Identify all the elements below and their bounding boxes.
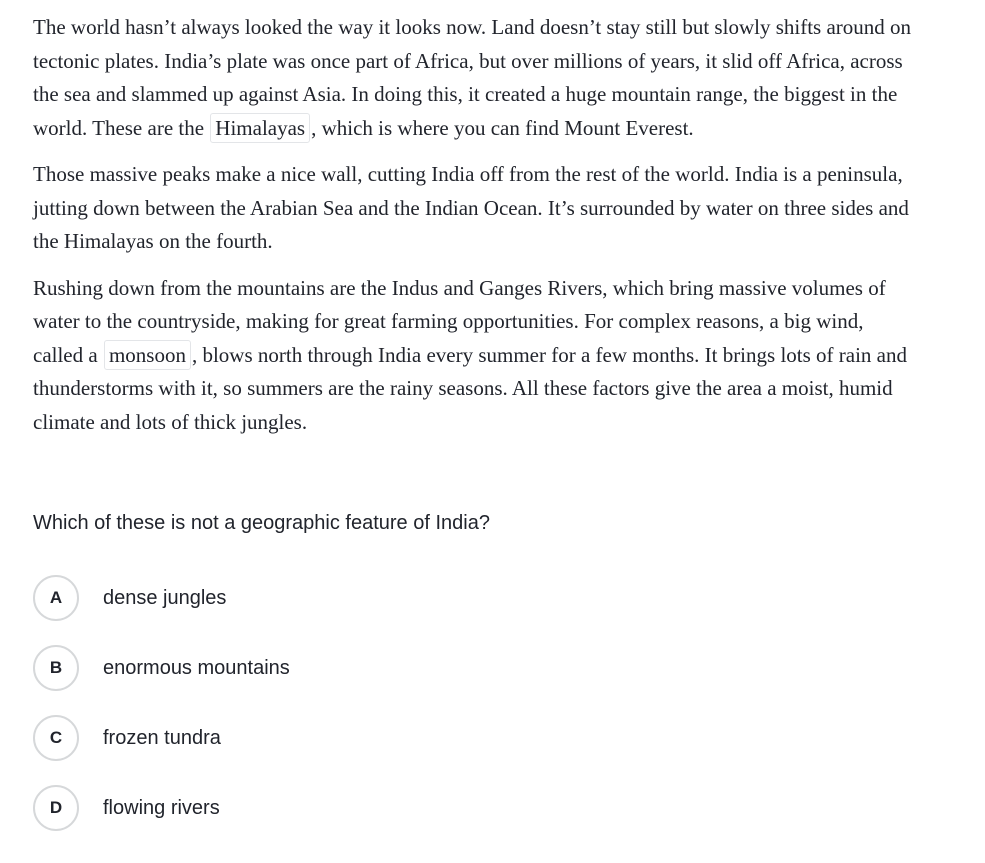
choice-c[interactable] [33, 713, 290, 763]
reading-passage [33, 11, 913, 452]
passage-paragraph-2: Those massive peaks make a nice wall, cutting India off from the rest of the world. India is a peninsula, jutting down between the Arabian Sea and the Indian Ocean. It’s surrounded by water on three sides and the Himalayas on the fourth. [33, 162, 909, 253]
passage-text: The world hasn’t always looked the way it looks now. Land doesn’t stay still but slowly shifts around on tectonic plates. India’s plate was once part of Africa, but over millions of years, it slid off Africa, across the sea and slammed up against Asia. In doing this, it created a huge mountain range, the biggest in the world. These are the [33, 15, 912, 140]
passage-text: Rushing down from the mountains are the Indus and Ganges Rivers, which bring massive volumes of water to the countryside, making for great farming opportunities. For complex reasons, a big wind, called a [33, 275, 886, 367]
passage-text: , blows north through India every summer for a few months. It brings lots of rain and thunderstorms with it, so summers are the rainy seasons. All these factors give the area a moist, humid climate and lots of thick jungles. [33, 342, 907, 434]
answer-choices [33, 573, 290, 853]
passage-paragraph-3 [33, 272, 913, 440]
choice-text-c[interactable]: frozen tundra [103, 726, 221, 749]
choice-letter-c[interactable]: C [33, 715, 79, 761]
question-prompt: Which of these is not a geographic feature of India? [33, 512, 490, 534]
choice-b[interactable] [33, 643, 290, 693]
glossary-term-monsoon[interactable]: monsoon [104, 340, 191, 370]
choice-letter-a[interactable]: A [33, 575, 79, 621]
choice-text-d[interactable]: flowing rivers [103, 796, 220, 819]
choice-text-b[interactable]: enormous mountains [103, 656, 290, 679]
glossary-term-himalayas[interactable]: Himalayas [210, 113, 310, 143]
choice-text-a[interactable]: dense jungles [103, 586, 227, 609]
passage-paragraph-1 [33, 11, 913, 145]
choice-a[interactable] [33, 573, 290, 623]
choice-letter-b[interactable]: B [33, 645, 79, 691]
passage-text: , which is where you can find Mount Everest. [311, 115, 694, 140]
choice-letter-d[interactable]: D [33, 785, 79, 831]
choice-d[interactable] [33, 783, 290, 833]
